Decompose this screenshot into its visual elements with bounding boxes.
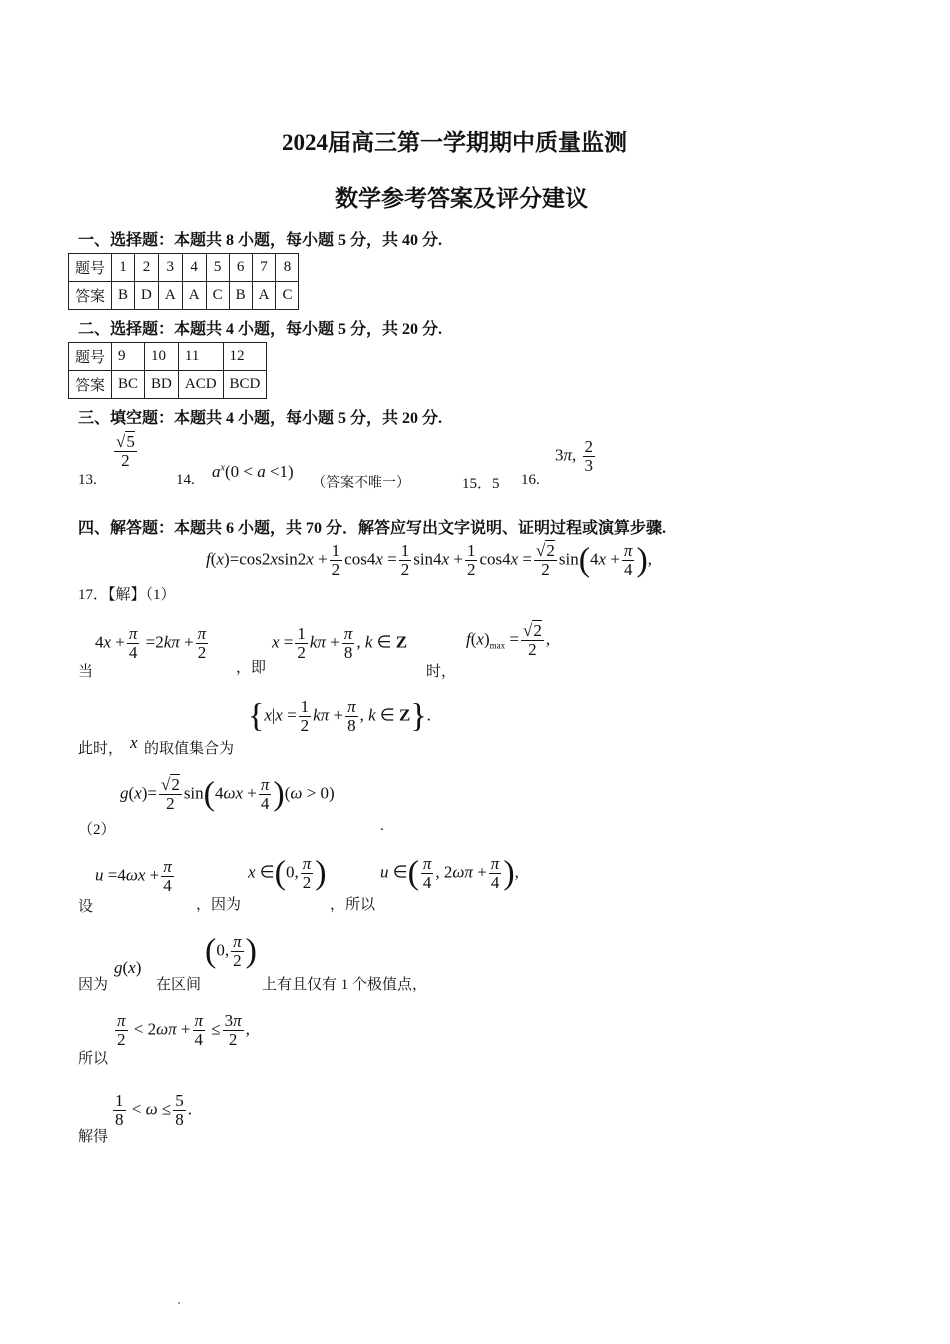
q17-text-suoyi: ，所以 <box>330 897 376 913</box>
table-row <box>69 371 267 399</box>
table-cell: C <box>206 282 229 310</box>
q17-equation-4: $f(x)_{max}$ = $\frac{√2}{2}$ , <box>466 621 551 659</box>
table-cell: A <box>252 282 276 310</box>
section-2-heading: 二、选择题：本题共 4 小题，每小题 5 分，共 20 分. <box>78 321 443 338</box>
table-cell: 8 <box>276 254 299 282</box>
q17-text-shi: 时， <box>426 664 457 680</box>
section-1-heading: 一、选择题：本题共 8 小题，每小题 5 分，共 40 分. <box>78 232 443 249</box>
q17-label: 17．【解】（1） <box>78 587 176 603</box>
table-cell: 答案 <box>69 282 112 310</box>
table-cell: C <box>276 282 299 310</box>
table-cell: 7 <box>252 254 276 282</box>
q17-text-she: 设 <box>78 899 94 915</box>
q14-note: （答案不唯一） <box>312 476 410 491</box>
table-cell: 11 <box>178 343 223 371</box>
q17-equation-13: $\frac{1}{8}$ < ω ≤ $\frac{5}{8}$ . <box>115 1091 192 1129</box>
q16-label: 16. <box>521 472 540 488</box>
q17-equation-10: g(x) <box>114 958 142 977</box>
q17-equation-2: 4x + $\frac{\pi}{4}$ =2kπ + $\frac{\pi}{2}$ <box>95 624 207 662</box>
q17-equation-8: x ∈(0, $\frac{\pi}{2}$ ) <box>248 854 327 892</box>
q17-text-yinwei: ，因为 <box>196 897 242 913</box>
table-cell: 2 <box>135 254 159 282</box>
q13-answer: $\frac{√5}{2}$ <box>116 432 135 470</box>
section-3-heading: 三、填空题：本题共 4 小题，每小题 5 分，共 20 分. <box>78 410 443 427</box>
table-cell: B <box>229 282 252 310</box>
table-cell: 10 <box>145 343 179 371</box>
table-cell: 1 <box>112 254 135 282</box>
q17-text-yinwei2: 因为 <box>78 977 109 993</box>
table-cell: BC <box>112 371 145 399</box>
table-cell: 12 <box>223 343 267 371</box>
table-cell: 题号 <box>69 254 112 282</box>
q17-part2-label: （2） <box>78 822 116 838</box>
q17-equation-9: u ∈( $\frac{\pi}{4}$ , 2ωπ + $\frac{\pi}{4}$ ), <box>380 854 519 892</box>
table-cell: 答案 <box>69 371 112 399</box>
stray-dot <box>178 1302 180 1304</box>
table-cell: BCD <box>223 371 267 399</box>
q17-text-shangyou: 上有且仅有 1 个极值点， <box>262 977 428 993</box>
q17-text-ji: ，即 <box>236 660 267 676</box>
table-cell: 题号 <box>69 343 112 371</box>
q17-equation-12: $\frac{\pi}{2}$ < 2ωπ + $\frac{\pi}{4}$ ≤ $\frac{3\pi}{2}$ , <box>117 1011 250 1049</box>
section-4-heading: 四、解答题：本题共 6 小题，共 70 分．解答应写出文字说明、证明过程或演算步骤. <box>78 520 667 537</box>
doc-title: 2024届高三第一学期期中质量监测 <box>282 130 627 155</box>
table-cell: ACD <box>178 371 223 399</box>
answer-table-1 <box>68 253 299 310</box>
table-cell: B <box>112 282 135 310</box>
table-cell: 4 <box>182 254 206 282</box>
q16-answer: 3π, $\frac{2}{3}$ <box>555 437 594 475</box>
q17-equation-5: {x|x = $\frac{1}{2}$ kπ + $\frac{\pi}{8}$ , k ∈ Z}. <box>248 697 431 735</box>
table-cell: D <box>135 282 159 310</box>
period: . <box>380 818 384 834</box>
q17-text-dang: 当 <box>78 664 94 680</box>
table-row <box>69 343 267 371</box>
table-row <box>69 254 299 282</box>
answer-table-2 <box>68 342 267 399</box>
q17-equation-6: g(x)= $\frac{√2}{2}$ sin(4ωx + $\frac{\pi}{4}$ )(ω > 0) <box>120 775 335 813</box>
table-cell: A <box>158 282 182 310</box>
q17-equation-7: u =4ωx + $\frac{\pi}{4}$ <box>95 857 172 895</box>
table-cell: 3 <box>158 254 182 282</box>
q17-text-zaiqujian: 在区间 <box>156 977 202 993</box>
q13-label: 13. <box>78 472 97 488</box>
q14-answer: $a^x(0 < a <1)$ <box>212 462 294 481</box>
q14-label: 14. <box>176 472 195 488</box>
q17-text-quzhi: 的取值集合为 <box>144 741 235 757</box>
q17-text-jiede: 解得 <box>78 1129 109 1145</box>
table-cell: A <box>182 282 206 310</box>
q17-text-suoyi2: 所以 <box>78 1051 109 1067</box>
variable-x: x <box>130 733 138 752</box>
table-cell: 5 <box>206 254 229 282</box>
q17-text-cishi: 此时， <box>78 741 124 757</box>
q17-equation-1: f(x)=cos2xsin2x + $\frac{1}{2}$ cos4x = $\frac{1}{2}$ sin4x + $\frac{1}{2}$ cos4x = $\frac{√2}{2}$ sin(4x + $\frac{\pi}{4}$ ), <box>206 541 653 579</box>
table-cell: 6 <box>229 254 252 282</box>
table-cell: BD <box>145 371 179 399</box>
q17-equation-3: x = $\frac{1}{2}$ kπ + $\frac{\pi}{8}$ , k ∈ Z <box>272 624 408 662</box>
table-row <box>69 282 299 310</box>
q15-answer: 15．5 <box>462 476 500 492</box>
table-cell: 9 <box>112 343 145 371</box>
doc-subtitle: 数学参考答案及评分建议 <box>335 186 588 211</box>
q17-equation-11: (0, $\frac{\pi}{2}$ ) <box>205 932 257 970</box>
